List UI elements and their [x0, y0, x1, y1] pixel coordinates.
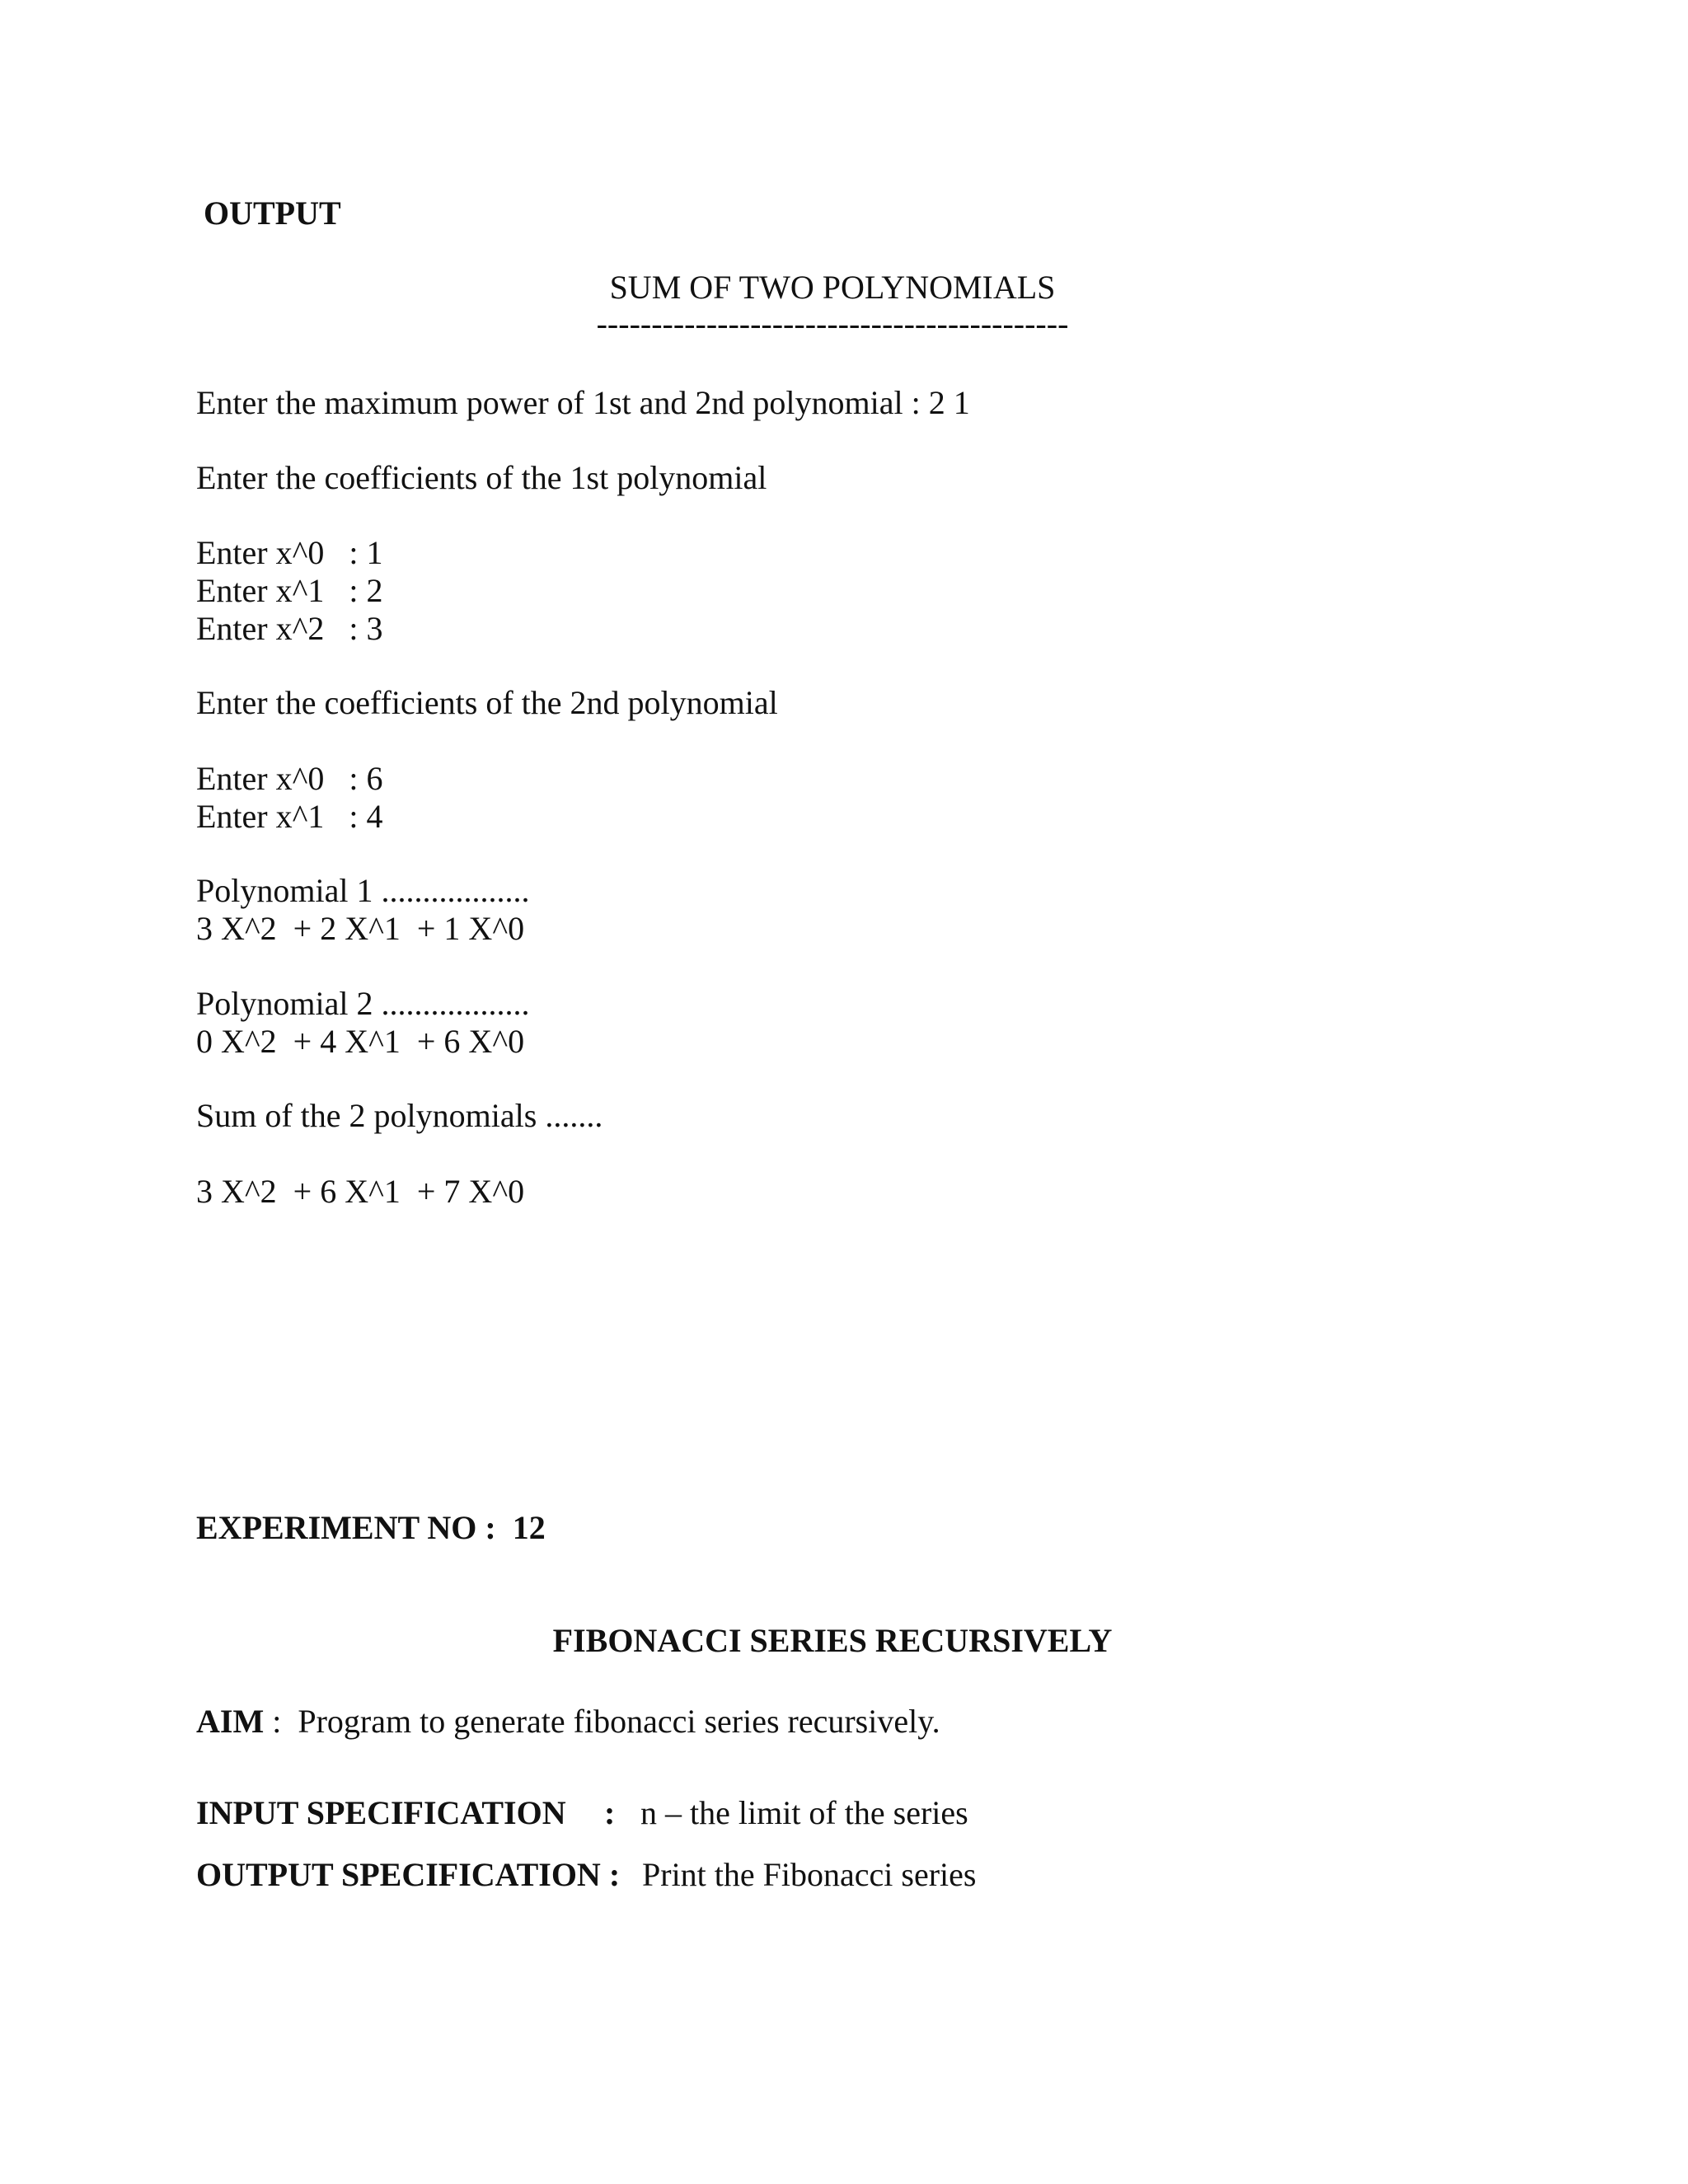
prompt-coefficients-1: Enter the coefficients of the 1st polynomial — [196, 459, 767, 496]
output-spec-label: OUTPUT SPECIFICATION : — [196, 1856, 621, 1893]
sum-expression: 3 X^2 + 6 X^1 + 7 X^0 — [196, 1173, 525, 1210]
polynomial-2-label: Polynomial 2 .................. — [196, 985, 530, 1022]
poly1-input-line: Enter x^2 : 3 — [196, 610, 383, 647]
input-spec-colon: : — [604, 1794, 616, 1831]
input-spec-label: INPUT SPECIFICATION — [196, 1794, 566, 1831]
experiment-title: FIBONACCI SERIES RECURSIVELY — [552, 1622, 1113, 1659]
input-spec-text: n – the limit of the series — [640, 1794, 968, 1831]
poly1-input-line: Enter x^1 : 2 — [196, 572, 383, 609]
prompt-coefficients-2: Enter the coefficients of the 2nd polynomial — [196, 684, 778, 721]
polynomial-1-label: Polynomial 1 .................. — [196, 872, 530, 909]
experiment-number: EXPERIMENT NO : 12 — [196, 1509, 546, 1546]
poly2-input-line: Enter x^0 : 6 — [196, 760, 383, 797]
sum-label: Sum of the 2 polynomials ....... — [196, 1097, 603, 1134]
output-heading: OUTPUT — [204, 194, 341, 232]
polynomial-1-expression: 3 X^2 + 2 X^1 + 1 X^0 — [196, 910, 525, 947]
output-spec-text: Print the Fibonacci series — [642, 1856, 977, 1893]
section-title: SUM OF TWO POLYNOMIALS — [609, 269, 1056, 306]
poly2-input-line: Enter x^1 : 4 — [196, 798, 383, 835]
prompt-max-power: Enter the maximum power of 1st and 2nd polynomial : 2 1 — [196, 384, 970, 421]
aim-text: : Program to generate fibonacci series recursively. — [264, 1703, 940, 1740]
polynomial-2-expression: 0 X^2 + 4 X^1 + 6 X^0 — [196, 1023, 525, 1060]
title-underline: ------------------------------------------- — [596, 305, 1069, 342]
poly1-input-line: Enter x^0 : 1 — [196, 534, 383, 571]
aim-label: AIM — [196, 1703, 265, 1740]
aim-line — [196, 1703, 940, 1741]
